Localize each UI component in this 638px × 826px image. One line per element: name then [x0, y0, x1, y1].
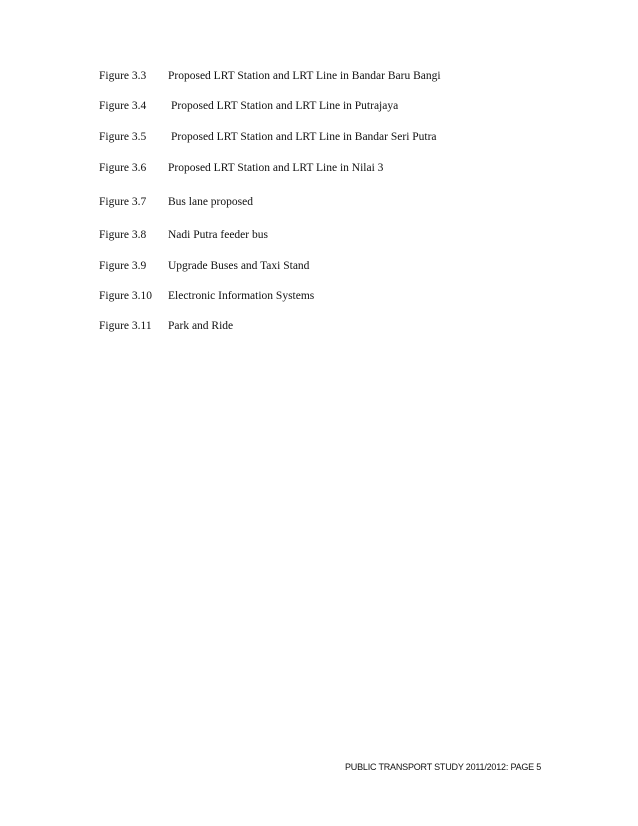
figure-caption: Nadi Putra feeder bus [168, 229, 268, 241]
list-of-figures [0, 0, 638, 360]
figure-caption: Bus lane proposed [168, 196, 253, 208]
figure-number: Figure 3.5 [99, 131, 147, 143]
figure-number: Figure 3.8 [99, 229, 147, 241]
figure-number: Figure 3.7 [99, 196, 147, 208]
figure-entry-3-3 [0, 68, 638, 84]
figure-number: Figure 3.10 [99, 290, 153, 302]
figure-caption: Proposed LRT Station and LRT Line in Bandar Baru Bangi [168, 70, 441, 82]
figure-caption: Proposed LRT Station and LRT Line in Bandar Seri Putra [171, 131, 437, 143]
figure-entry-3-6 [0, 160, 638, 176]
figure-caption: Upgrade Buses and Taxi Stand [168, 260, 310, 272]
figure-number: Figure 3.4 [99, 100, 147, 112]
figure-caption: Proposed LRT Station and LRT Line in Putrajaya [171, 100, 399, 112]
figure-entry-3-4 [0, 98, 638, 114]
figure-number: Figure 3.6 [99, 162, 147, 174]
figure-entry-3-8 [0, 227, 638, 243]
figure-number: Figure 3.11 [99, 320, 152, 332]
figure-number: Figure 3.9 [99, 260, 147, 272]
figure-number: Figure 3.3 [99, 70, 147, 82]
figure-caption: Proposed LRT Station and LRT Line in Nilai 3 [168, 162, 384, 174]
figure-entry-3-10 [0, 288, 638, 304]
page-footer: PUBLIC TRANSPORT STUDY 2011/2012: PAGE 5 [345, 762, 542, 772]
figure-entry-3-11 [0, 318, 638, 334]
figure-caption: Park and Ride [168, 320, 234, 332]
figure-entry-3-7 [0, 194, 638, 210]
figure-entry-3-9 [0, 258, 638, 274]
figure-caption: Electronic Information Systems [168, 290, 315, 302]
figure-entry-3-5 [0, 129, 638, 145]
